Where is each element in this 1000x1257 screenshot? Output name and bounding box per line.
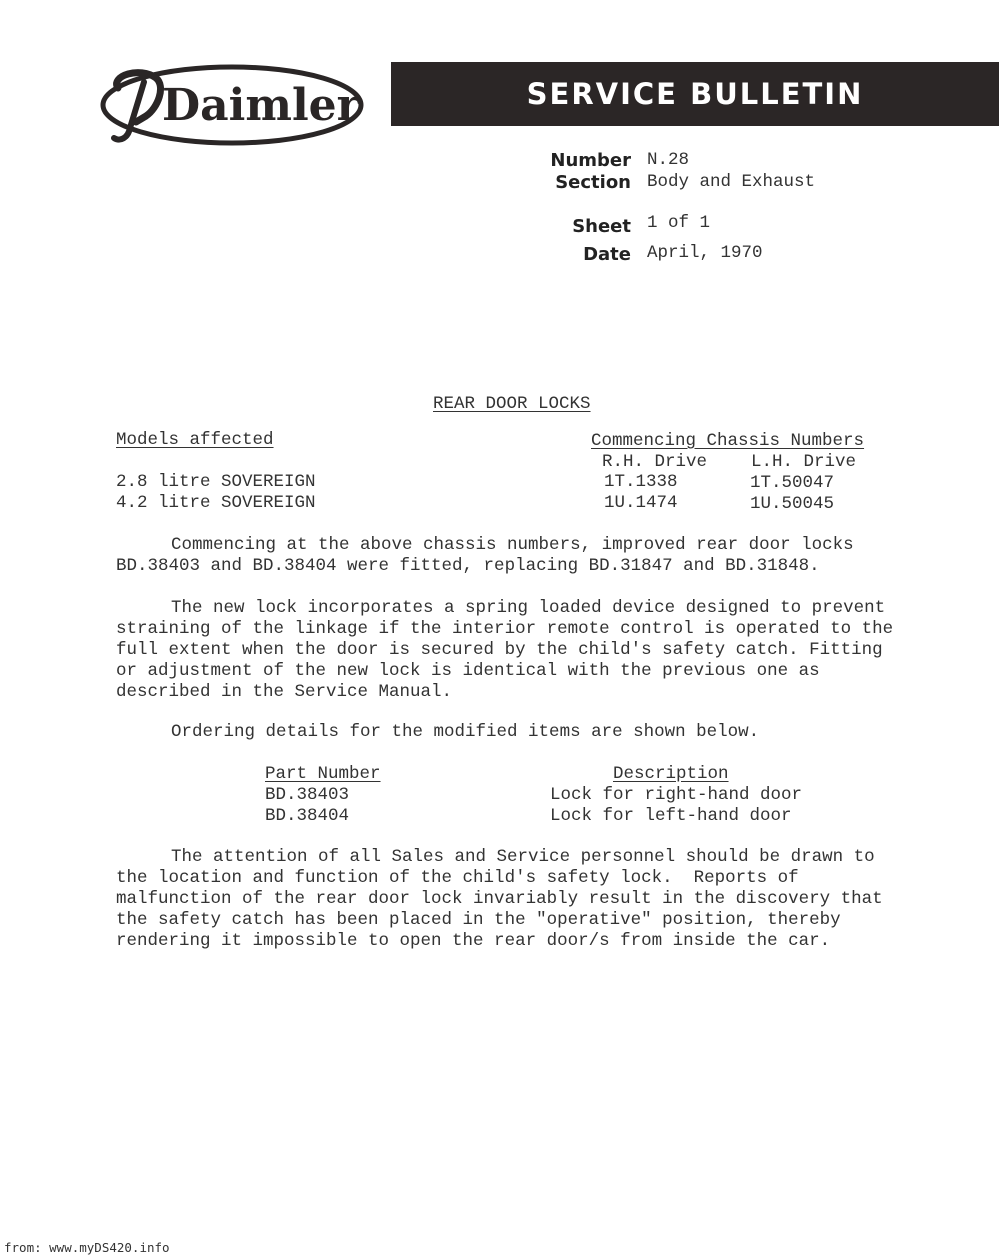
paragraph-2: The new lock incorporates a spring loaded device designed to prevent straining of the linkage if the interior remote control is operated to the full extent when the door is secured by the child's safety catch. Fitting or adjustment of the new lock is identical with the previous one as described in the Service Manual.	[116, 598, 904, 702]
daimler-logo	[100, 58, 365, 150]
paragraph-4: The attention of all Sales and Service personnel should be drawn to the location and function of the child's safety lock. Reports of malfunction of the rear door lock invariably result in the discovery that the safety catch has been placed in the "operative" position, thereby rendering it impossible to open the rear door/s from inside the car.	[116, 847, 894, 951]
paragraph-3: Ordering details for the modified items are shown below.	[171, 722, 760, 742]
paragraph-1: Commencing at the above chassis numbers, improved rear door locks BD.38403 and BD.38404 were fitted, replacing BD.31847 and BD.31848.	[116, 535, 865, 576]
part-row-2-number: BD.38404	[265, 806, 350, 826]
model-row-1-lh: 1T.50047	[750, 473, 835, 493]
number-value: N.28	[647, 150, 690, 170]
part-row-1-description: Lock for right-hand door	[550, 785, 803, 805]
model-row-2-lh: 1U.50045	[750, 494, 835, 514]
model-row-1-name: 2.8 litre SOVEREIGN	[116, 472, 316, 492]
service-bulletin-banner	[391, 62, 999, 126]
banner-title: SERVICE BULLETIN	[526, 77, 864, 111]
source-footer: from: www.myDS420.info	[4, 1240, 170, 1255]
sheet-value: 1 of 1	[647, 213, 711, 233]
model-row-2-name: 4.2 litre SOVEREIGN	[116, 493, 316, 513]
sheet-label: Sheet	[572, 216, 631, 237]
bulletin-title: REAR DOOR LOCKS	[433, 394, 591, 414]
section-label: Section	[555, 172, 631, 193]
model-row-2-rh: 1U.1474	[604, 493, 678, 513]
logo-wordmark: Daimler	[162, 80, 360, 131]
date-label: Date	[583, 244, 631, 265]
part-number-header: Part Number	[265, 764, 381, 784]
number-label: Number	[550, 150, 631, 171]
rh-drive-header: R.H. Drive	[602, 452, 708, 472]
lh-drive-header: L.H. Drive	[751, 452, 857, 472]
date-value: April, 1970	[647, 243, 763, 263]
chassis-numbers-header: Commencing Chassis Numbers	[591, 431, 865, 451]
models-affected-header: Models affected	[116, 430, 274, 450]
part-row-1-number: BD.38403	[265, 785, 350, 805]
model-row-1-rh: 1T.1338	[604, 472, 678, 492]
part-row-2-description: Lock for left-hand door	[550, 806, 792, 826]
description-header: Description	[613, 764, 729, 784]
section-value: Body and Exhaust	[647, 172, 816, 192]
